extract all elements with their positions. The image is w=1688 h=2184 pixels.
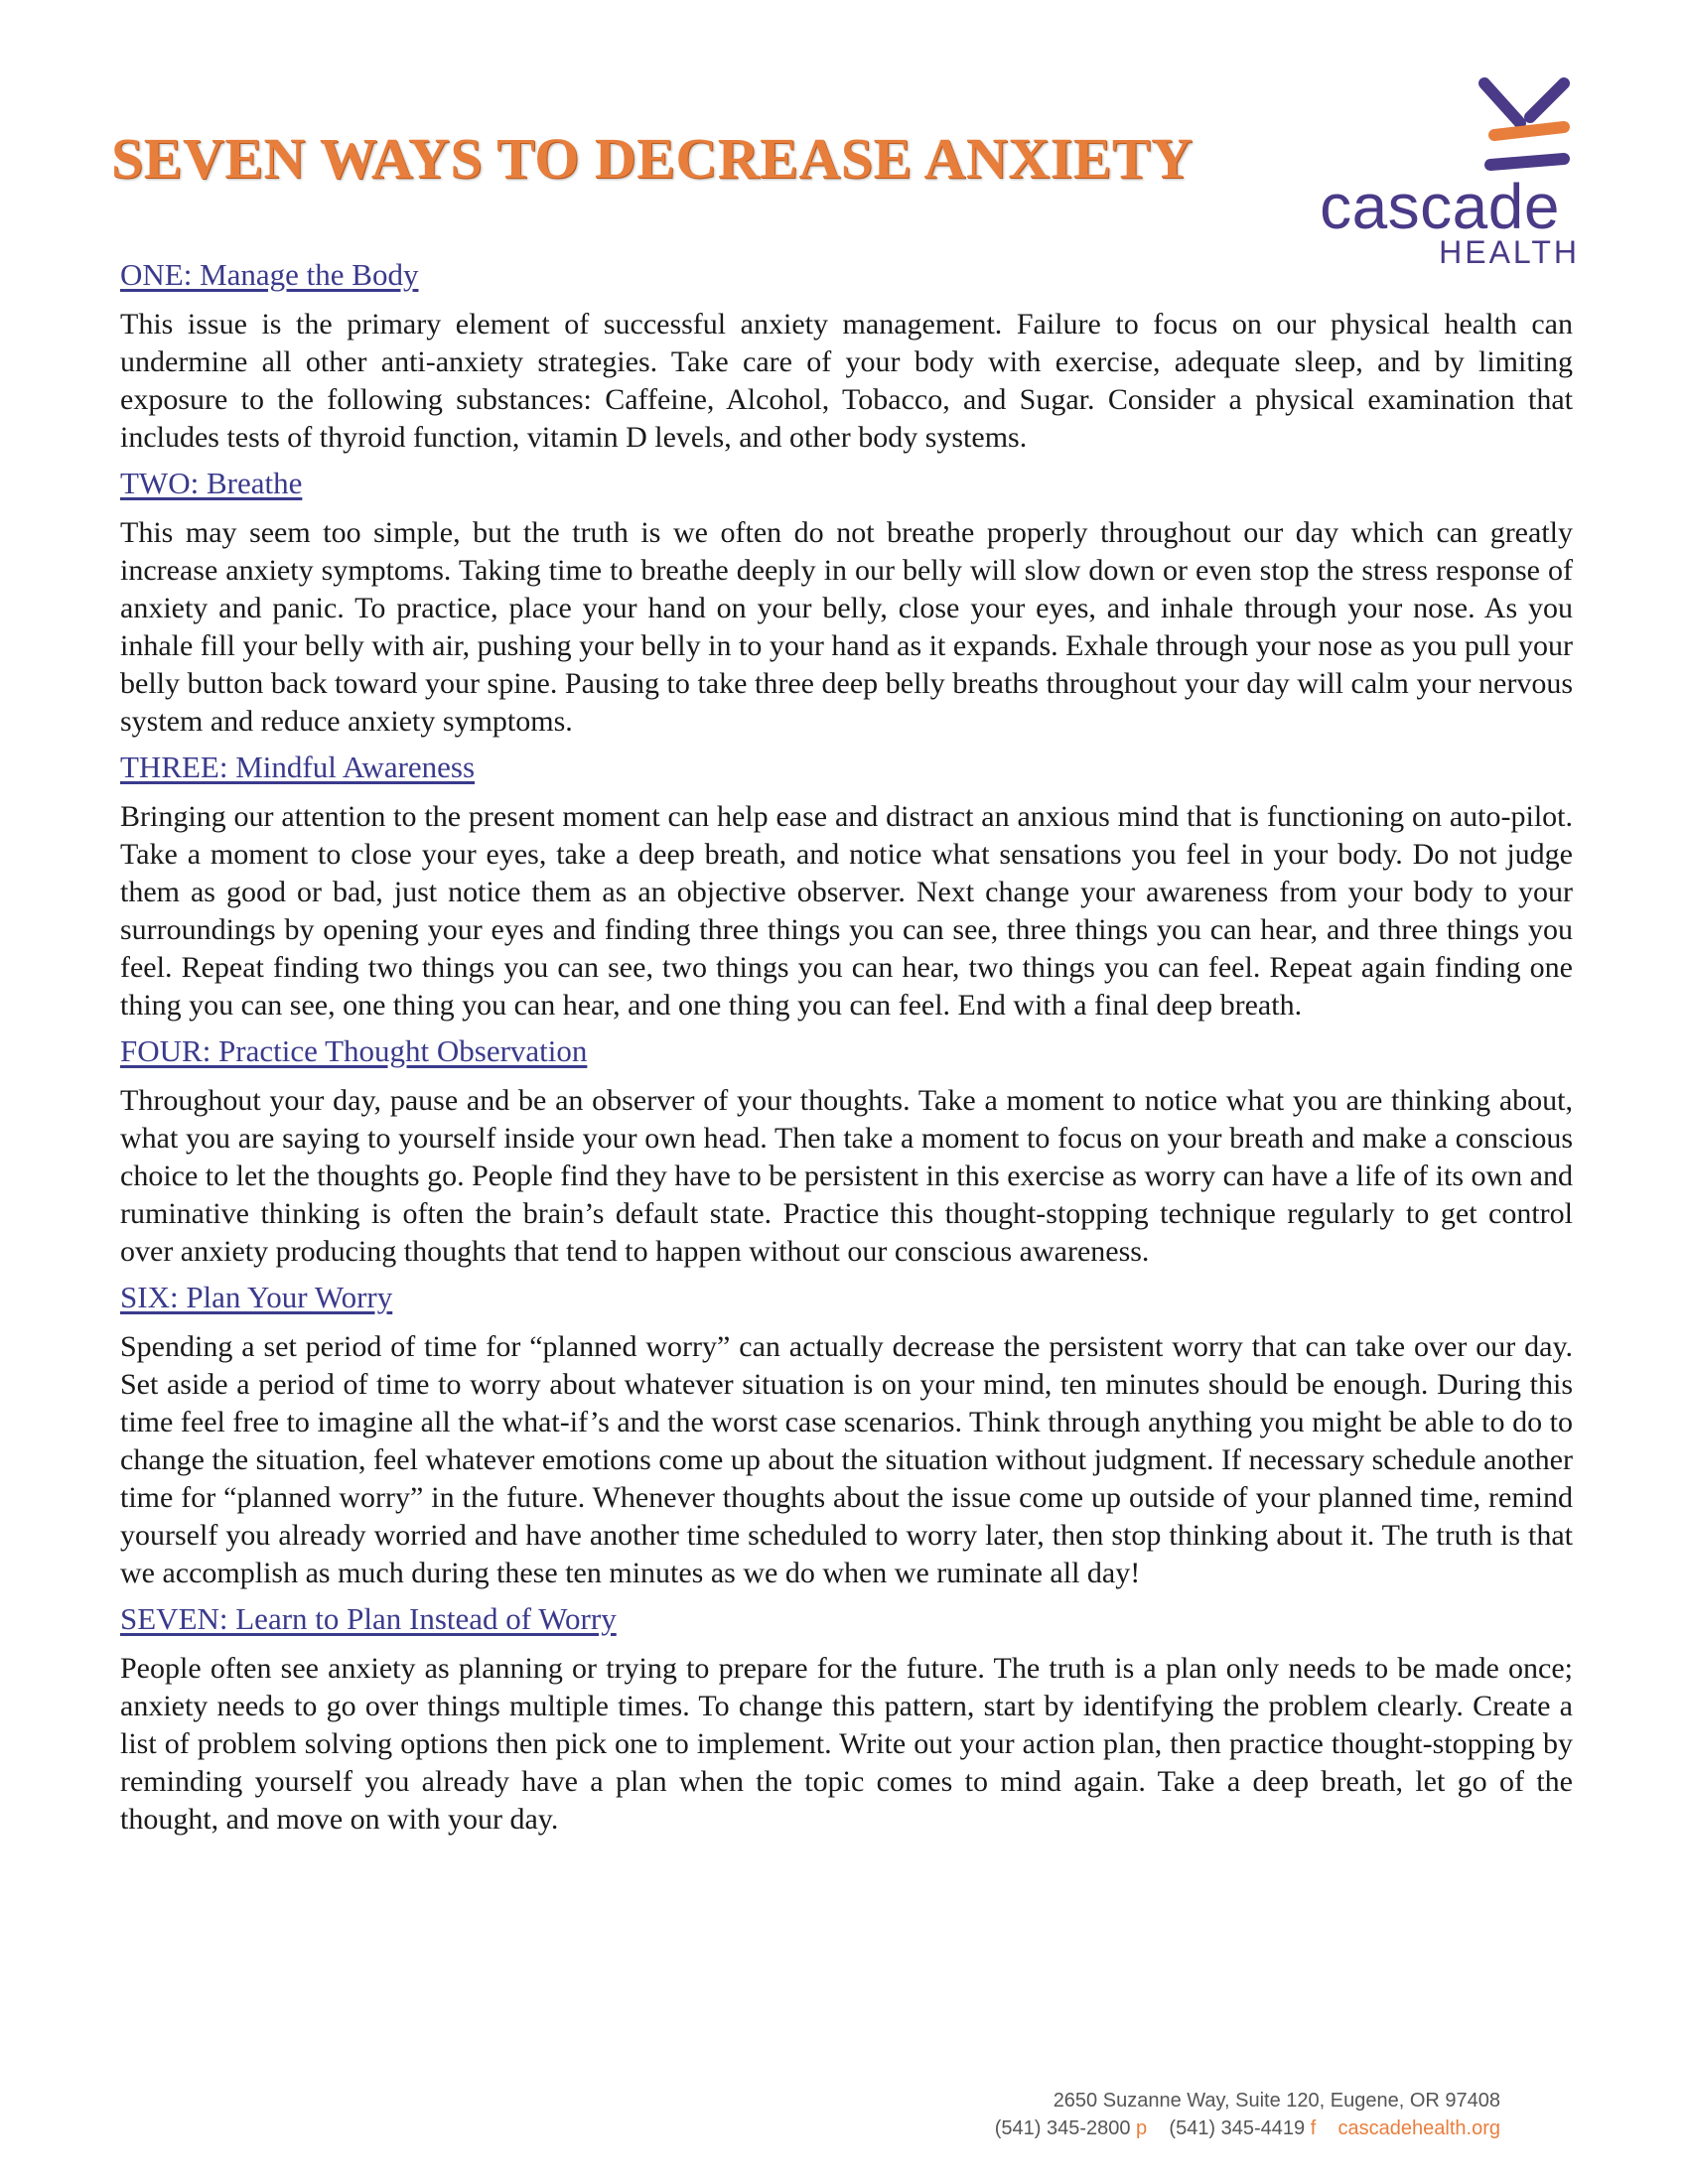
section-one — [120, 256, 1573, 457]
section-six — [120, 1279, 1573, 1592]
section-heading: SEVEN: Learn to Plan Instead of Worry — [120, 1601, 617, 1636]
section-heading: ONE: Manage the Body — [120, 257, 419, 292]
logo-mark-icon — [1296, 77, 1584, 177]
cascade-health-logo — [1296, 77, 1584, 270]
footer-fax-suffix: f — [1310, 2117, 1317, 2139]
logo-subtitle: HEALTH — [1439, 234, 1580, 270]
section-two — [120, 465, 1573, 741]
main-content — [120, 256, 1573, 1846]
section-four — [120, 1032, 1573, 1271]
footer-phone: (541) 345-2800 — [994, 2117, 1131, 2139]
section-body: Bringing our attention to the present moment can help ease and distract an anxious mind that is functioning on auto-pilot. Take a moment to close your eyes, take a deep breath, and notice what sensations you feel in your body. Do not judge them as good or bad, just notice them as an objective observer. Next change your awareness from your body to your surroundings by opening your eyes and finding three things you can see, three things you can hear, and three things you feel. Repeat finding two things you can see, two things you can hear, two things you can feel. Repeat again finding one thing you can see, one thing you can hear, and one thing you can feel. End with a final deep breath. — [120, 800, 1573, 1022]
footer-phone-suffix: p — [1136, 2117, 1148, 2139]
section-heading: FOUR: Practice Thought Observation — [120, 1033, 588, 1068]
section-three — [120, 749, 1573, 1024]
section-heading: SIX: Plan Your Worry — [120, 1280, 393, 1314]
section-body: This issue is the primary element of successful anxiety management. Failure to focus on our physical health can undermine all other anti-anxiety strategies. Take care of your body with exercise, adequate sleep, and by limiting exposure to the following substances: Caffeine, Alcohol, Tobacco, and Sugar. Consider a physical examination that includes tests of thyroid function, vitamin D levels, and other body systems. — [120, 308, 1573, 454]
footer-contact — [995, 2087, 1500, 2142]
footer-fax: (541) 345-4419 — [1169, 2117, 1306, 2139]
section-body: People often see anxiety as planning or trying to prepare for the future. The truth is a plan only needs to be made once; anxiety needs to go over things multiple times. To change this pattern, start by identifying the problem clearly. Create a list of problem solving options then pick one to implement. Write out your action plan, then practice thought-stopping by reminding yourself you already have a plan when the topic comes to mind again. Take a deep breath, let go of the thought, and move on with your day. — [120, 1652, 1573, 1836]
footer-contact-line — [995, 2115, 1500, 2142]
section-body: Spending a set period of time for “planned worry” can actually decrease the persistent worry that can take over our day. Set aside a period of time to worry about whatever situation is on your mind, ten minutes should be enough. During this time feel free to imagine all the what-if’s and the worst case scenarios. Think through anything you might be able to do to change the situation, feel whatever emotions come up about the situation without judgment. If necessary schedule another time for “planned worry” in the future. Whenever thoughts about the issue come up outside of your planned time, remind yourself you already worried and have another time scheduled to worry later, then stop thinking about it. The truth is that we accomplish as much during these ten minutes as we do when we ruminate all day! — [120, 1330, 1573, 1589]
section-body: This may seem too simple, but the truth is we often do not breathe properly throughout our day which can greatly increase anxiety symptoms. Taking time to breathe deeply in our belly will slow down or even stop the stress response of anxiety and panic. To practice, place your hand on your belly, close your eyes, and inhale through your nose. As you inhale fill your belly with air, pushing your belly in to your hand as it expands. Exhale through your nose as you pull your belly button back toward your spine. Pausing to take three deep belly breaths throughout your day will calm your nervous system and reduce anxiety symptoms. — [120, 516, 1573, 738]
section-heading: THREE: Mindful Awareness — [120, 750, 476, 784]
section-heading: TWO: Breathe — [120, 466, 303, 500]
section-body: Throughout your day, pause and be an observer of your thoughts. Take a moment to notice what you are thinking about, what you are saying to yourself inside your own head. Then take a moment to focus on your breath and make a conscious choice to let the thoughts go. People find they have to be persistent in this exercise as worry can have a life of its own and ruminative thinking is often the brain’s default state. Practice this thought-stopping technique regularly to get control over anxiety producing thoughts that tend to happen without our conscious awareness. — [120, 1084, 1573, 1268]
logo-wordmark: cascade — [1320, 171, 1560, 242]
section-seven — [120, 1600, 1573, 1839]
page-title: SEVEN WAYS TO DECREASE ANXIETY — [111, 126, 1194, 191]
footer-address: 2650 Suzanne Way, Suite 120, Eugene, OR 97408 — [1053, 2090, 1500, 2112]
footer-website-link[interactable]: cascadehealth.org — [1337, 2117, 1500, 2139]
